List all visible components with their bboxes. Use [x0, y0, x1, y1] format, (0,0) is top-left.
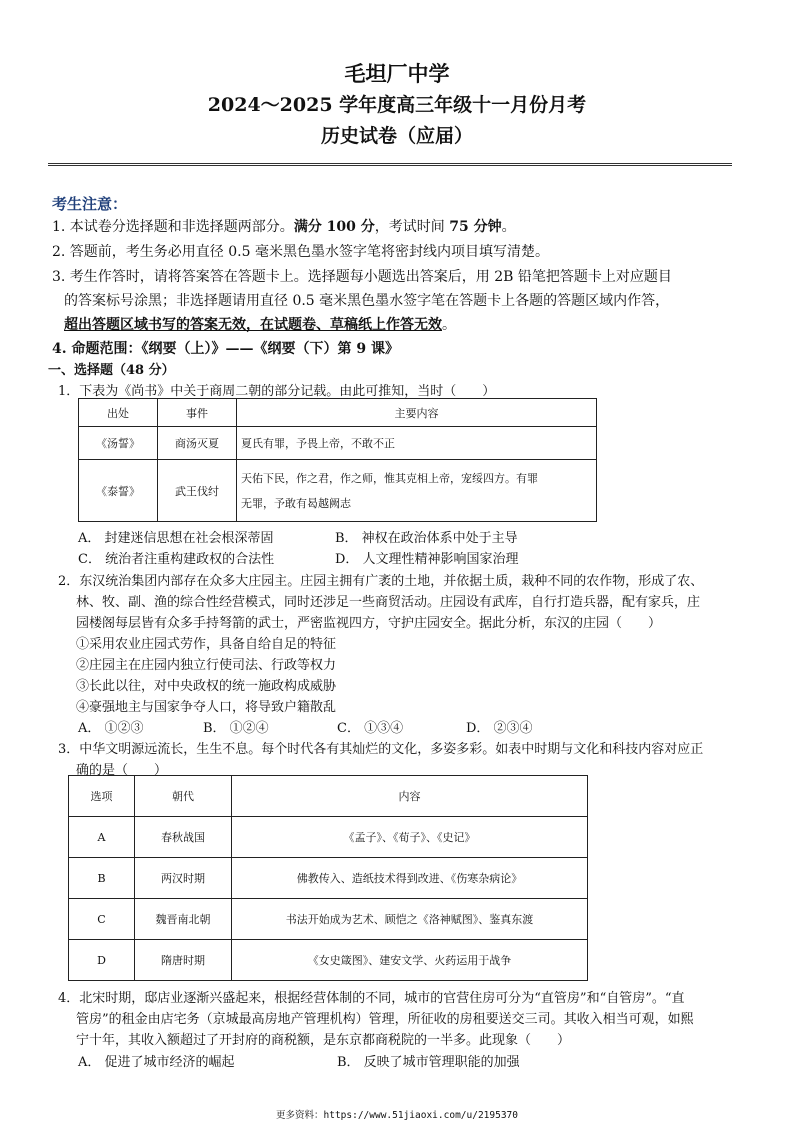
q4-stem-line-2: 管房”的租金由店宅务（京城最高房地产管理机构）管理，所征收的房租要送交三司。其收入相当可观，如熙 — [76, 1012, 694, 1027]
q1-stem: 1．下表为《尚书》中关于商周二朝的部分记载。由此可推知，当时（ ） — [58, 384, 496, 399]
q2-option-c: C． ①③④ — [337, 721, 404, 736]
q3-cell-dynasty: 两汉时期 — [135, 858, 232, 899]
q2-stem-line-2: 林、牧、副、渔的综合性经营模式，同时还涉足一些商贸活动。庄园设有武库，自行打造兵器，配有家兵，庄 — [76, 595, 701, 610]
q2-item-1: ①采用农业庄园式劳作，具备自给自足的特征 — [76, 637, 337, 652]
notice-line-2: 2. 答题前，考生务必用直径 0.5 毫米黑色墨水签字笔将密封线内项目填写清楚。 — [52, 244, 549, 260]
q1-option-c: C． 统治者注重构建政权的合法性 — [78, 552, 275, 567]
q3-cell-option: A — [69, 817, 135, 858]
table-row — [69, 899, 588, 940]
q3-cell-content: 佛教传入、造纸技术得到改进、《伤寒杂病论》 — [232, 858, 588, 899]
notice-line-5 — [64, 314, 456, 334]
q3-th-option: 选项 — [69, 776, 135, 817]
q3-cell-content: 《孟子》、《荀子》、《史记》 — [232, 817, 588, 858]
q1-option-d: D． 人文理性精神影响国家治理 — [335, 552, 519, 567]
q1-cell-source: 《泰誓》 — [79, 460, 158, 522]
notice-line-1-c: ，考试时间 — [374, 219, 450, 235]
header-divider — [48, 163, 732, 166]
notice-line-4: 的答案标号涂黑；非选择题请用直径 0.5 毫米黑色墨水签字笔在答题卡上各题的答题区域内作答， — [64, 293, 670, 309]
q3-cell-option: C — [69, 899, 135, 940]
q1-option-a: A． 封建迷信思想在社会根深蒂固 — [78, 531, 274, 546]
table-row — [79, 460, 597, 522]
q4-stem-line-1: 4．北宋时期，邸店业逐渐兴盛起来，根据经营体制的不同，城市的官营住房可分为“直管房”和“自管房”。“直 — [58, 991, 685, 1006]
q3-cell-option: B — [69, 858, 135, 899]
exam-title: 2024～2025 学年度高三年级十一月份月考 — [207, 94, 587, 116]
section-heading: 一、选择题（48 分） — [48, 363, 175, 378]
table-row — [79, 427, 597, 460]
q2-option-a: A． ①②③ — [78, 721, 144, 736]
q3-table-header — [69, 776, 588, 817]
q2-option-d: D． ②③④ — [466, 721, 533, 736]
q3-th-content: 内容 — [232, 776, 588, 817]
q2-stem-line-1: 2．东汉统治集团内部存在众多大庄园主。庄园主拥有广袤的土地，并依据土质，栽种不同的农作物，形成了农、 — [58, 574, 704, 589]
q1-th-event: 事件 — [158, 399, 237, 427]
notice-line-5-end: 。 — [442, 317, 456, 333]
notice-line-1 — [52, 216, 516, 236]
q1-th-source: 出处 — [79, 399, 158, 427]
footer-link[interactable]: 更多资料：https://www.51jiaoxi.com/u/2195370 — [276, 1110, 518, 1121]
notice-scope: 4. 命题范围：《纲要（上）》——《纲要（下）第 9 课》 — [52, 341, 399, 357]
q2-item-4: ④豪强地主与国家争夺人口，将导致户籍散乱 — [76, 700, 337, 715]
school-name: 毛坦厂中学 — [344, 61, 450, 86]
q1-th-content: 主要内容 — [237, 399, 597, 427]
notice-duration: 75 分钟 — [449, 219, 502, 235]
notice-warning: 超出答题区域书写的答案无效，在试题卷、草稿纸上作答无效 — [64, 317, 442, 333]
table-row — [69, 817, 588, 858]
q2-item-3: ③长此以往，对中央政权的统一施政构成威胁 — [76, 679, 337, 694]
notice-line-1-e: 。 — [501, 219, 516, 235]
q1-option-b: B． 神权在政治体系中处于主导 — [335, 531, 518, 546]
q3-cell-dynasty: 隋唐时期 — [135, 940, 232, 981]
q1-cell-content-line-1: 天佑下民，作之君，作之师，惟其克相上帝，宠绥四方。有罪 — [241, 471, 538, 485]
q2-stem-line-3: 园楼阁每层皆有众多手持弩箭的武士，严密监视四方，守护庄园安全。据此分析，东汉的庄园（ ） — [76, 616, 662, 631]
q3-table — [68, 775, 588, 981]
q1-cell-event: 商汤灭夏 — [158, 427, 237, 460]
q3-cell-option: D — [69, 940, 135, 981]
q3-cell-content: 书法开始成为艺术、顾恺之《洛神赋图》、鉴真东渡 — [232, 899, 588, 940]
q1-cell-content — [237, 460, 597, 522]
q2-option-b: B． ①②④ — [203, 721, 269, 736]
notice-line-1-a: 1. 本试卷分选择题和非选择题两部分。 — [52, 219, 294, 235]
q2-item-2: ②庄园主在庄园内独立行使司法、行政等权力 — [76, 658, 337, 673]
table-row — [69, 858, 588, 899]
subject-title: 历史试卷（应届） — [320, 125, 473, 147]
q3-cell-dynasty: 魏晋南北朝 — [135, 899, 232, 940]
q3-stem-line-2: 确的是（ ） — [76, 763, 168, 778]
table-row — [69, 940, 588, 981]
q1-cell-event: 武王伐纣 — [158, 460, 237, 522]
q3-th-dynasty: 朝代 — [135, 776, 232, 817]
q3-cell-dynasty: 春秋战国 — [135, 817, 232, 858]
notice-line-3: 3. 考生作答时，请将答案答在答题卡上。选择题每小题选出答案后，用 2B 铅笔把答题卡上对应题目 — [52, 269, 672, 285]
q3-stem-line-1: 3．中华文明源远流长，生生不息。每个时代各有其灿烂的文化，多姿多彩。如表中时期与文化和科技内容对应正 — [58, 742, 704, 757]
q1-cell-content: 夏氏有罪，予畏上帝，不敢不正 — [237, 427, 597, 460]
q4-option-a: A． 促进了城市经济的崛起 — [78, 1055, 235, 1070]
q4-option-b: B． 反映了城市管理职能的加强 — [337, 1055, 520, 1070]
notice-title: 考生注意： — [52, 195, 128, 213]
q1-table-header — [79, 399, 597, 427]
q1-table — [78, 398, 597, 522]
q3-cell-content: 《女史箴图》、建安文学、火药运用于战争 — [232, 940, 588, 981]
q4-stem-line-3: 宁十年，其收入额超过了开封府的商税额，是东京都商税院的一半多。此现象（ ） — [76, 1033, 571, 1048]
notice-full-score: 满分 100 分 — [293, 219, 375, 235]
q1-cell-source: 《汤誓》 — [79, 427, 158, 460]
q1-cell-content-line-2: 无罪，予敢有曷越阙志 — [241, 496, 351, 510]
